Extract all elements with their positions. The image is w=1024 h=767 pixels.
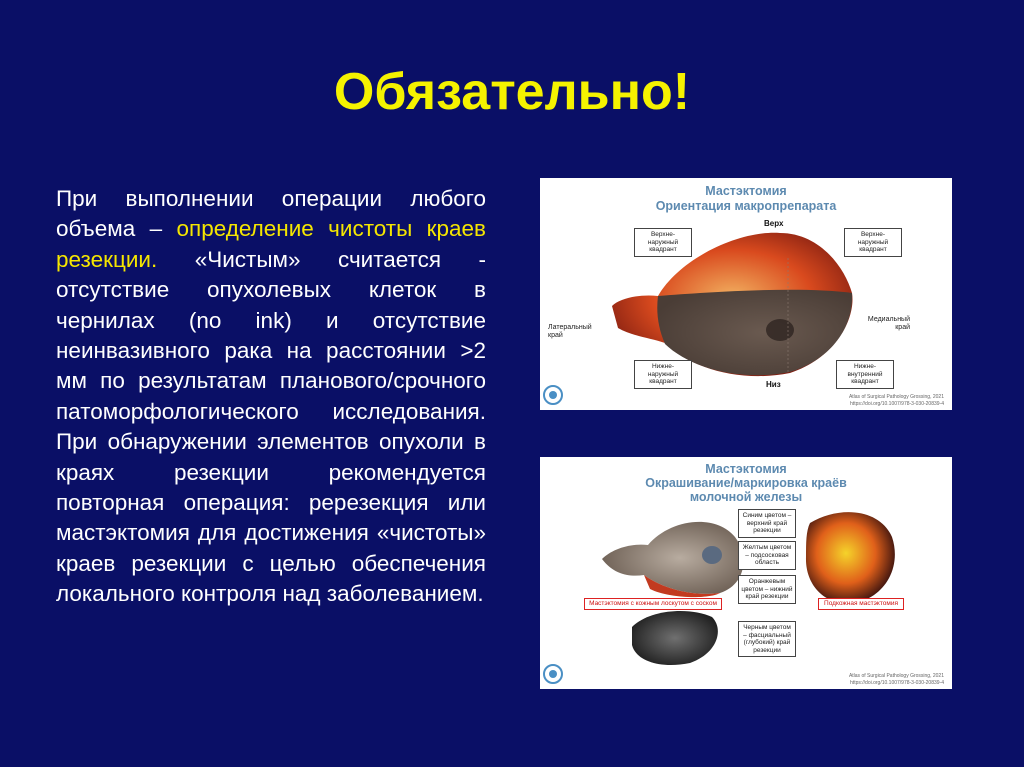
credit-line-2: https://doi.org/10.1007/978-3-030-20839-4: [850, 680, 944, 686]
slide-title: Обязательно!: [333, 63, 691, 121]
body-text: [56, 184, 486, 610]
figure-orientation: [540, 178, 952, 410]
label-lower-inner: Нижне-внутренний квадрант: [836, 360, 894, 389]
label-bottom: Низ: [766, 380, 781, 389]
credit-line-1: Atlas of Surgical Pathology Grossing, 2021: [848, 673, 944, 679]
label-lower-outer: Нижне-наружный квадрант: [634, 360, 692, 389]
figure-heading-2: Ориентация макропрепарата: [655, 199, 837, 213]
label-medial: Медиальный край: [867, 316, 910, 331]
figure-heading-2: Окрашивание/маркировка краёв: [645, 476, 847, 490]
label-blue-ink: Синим цветом – верхний край резекции: [738, 509, 796, 538]
body-text-highlight: определение чистоты краев резекции.: [56, 216, 486, 272]
figure-heading-3: молочной железы: [689, 490, 803, 504]
label-subcutaneous: Подкожная мастэктомия: [818, 598, 904, 610]
label-orange-ink: Оранжевым цветом – нижний край резекции: [738, 575, 796, 604]
figure-margin-inking: [540, 457, 952, 689]
label-black-ink: Черным цветом – фасциальный (глубокий) край резекции: [738, 621, 796, 657]
credit-line-1: Atlas of Surgical Pathology Grossing, 2021: [848, 394, 944, 400]
label-top: Верх: [764, 219, 784, 228]
credit-line-2: https://doi.org/10.1007/978-3-030-20839-4: [850, 401, 944, 407]
label-yellow-ink: Желтым цветом – подсосковая область: [738, 541, 796, 570]
atlas-logo-icon: [542, 663, 564, 685]
label-lateral: Латеральный край: [548, 324, 592, 339]
figure-heading-1: Мастэктомия: [705, 462, 787, 476]
atlas-logo-icon: [542, 384, 564, 406]
label-mastectomy-skin: Мастэктомия с кожным лоскутом с соском: [584, 598, 722, 610]
body-text-rest: «Чистым» считается - отсутствие опухолевых клеток в чернилах (no ink) и отсутствие неинвазивного рака на расстоянии >2 мм по результатам планового/срочного патоморфологического исследования. При обнаружении элементов опухоли в краях резекции рекомендуется повторная операция: ререзекция или мастэктомия для достижения «чистоты» краев резекции с целью обеспечения локального контроля над заболеванием.: [56, 246, 486, 607]
body-text-intro: При выполнении операции любого объема –: [56, 186, 486, 242]
figure-heading-1: Мастэктомия: [705, 184, 787, 198]
label-upper-inner: Верхне-наружный квадрант: [844, 228, 902, 257]
label-upper-outer: Верхне-наружный квадрант: [634, 228, 692, 257]
